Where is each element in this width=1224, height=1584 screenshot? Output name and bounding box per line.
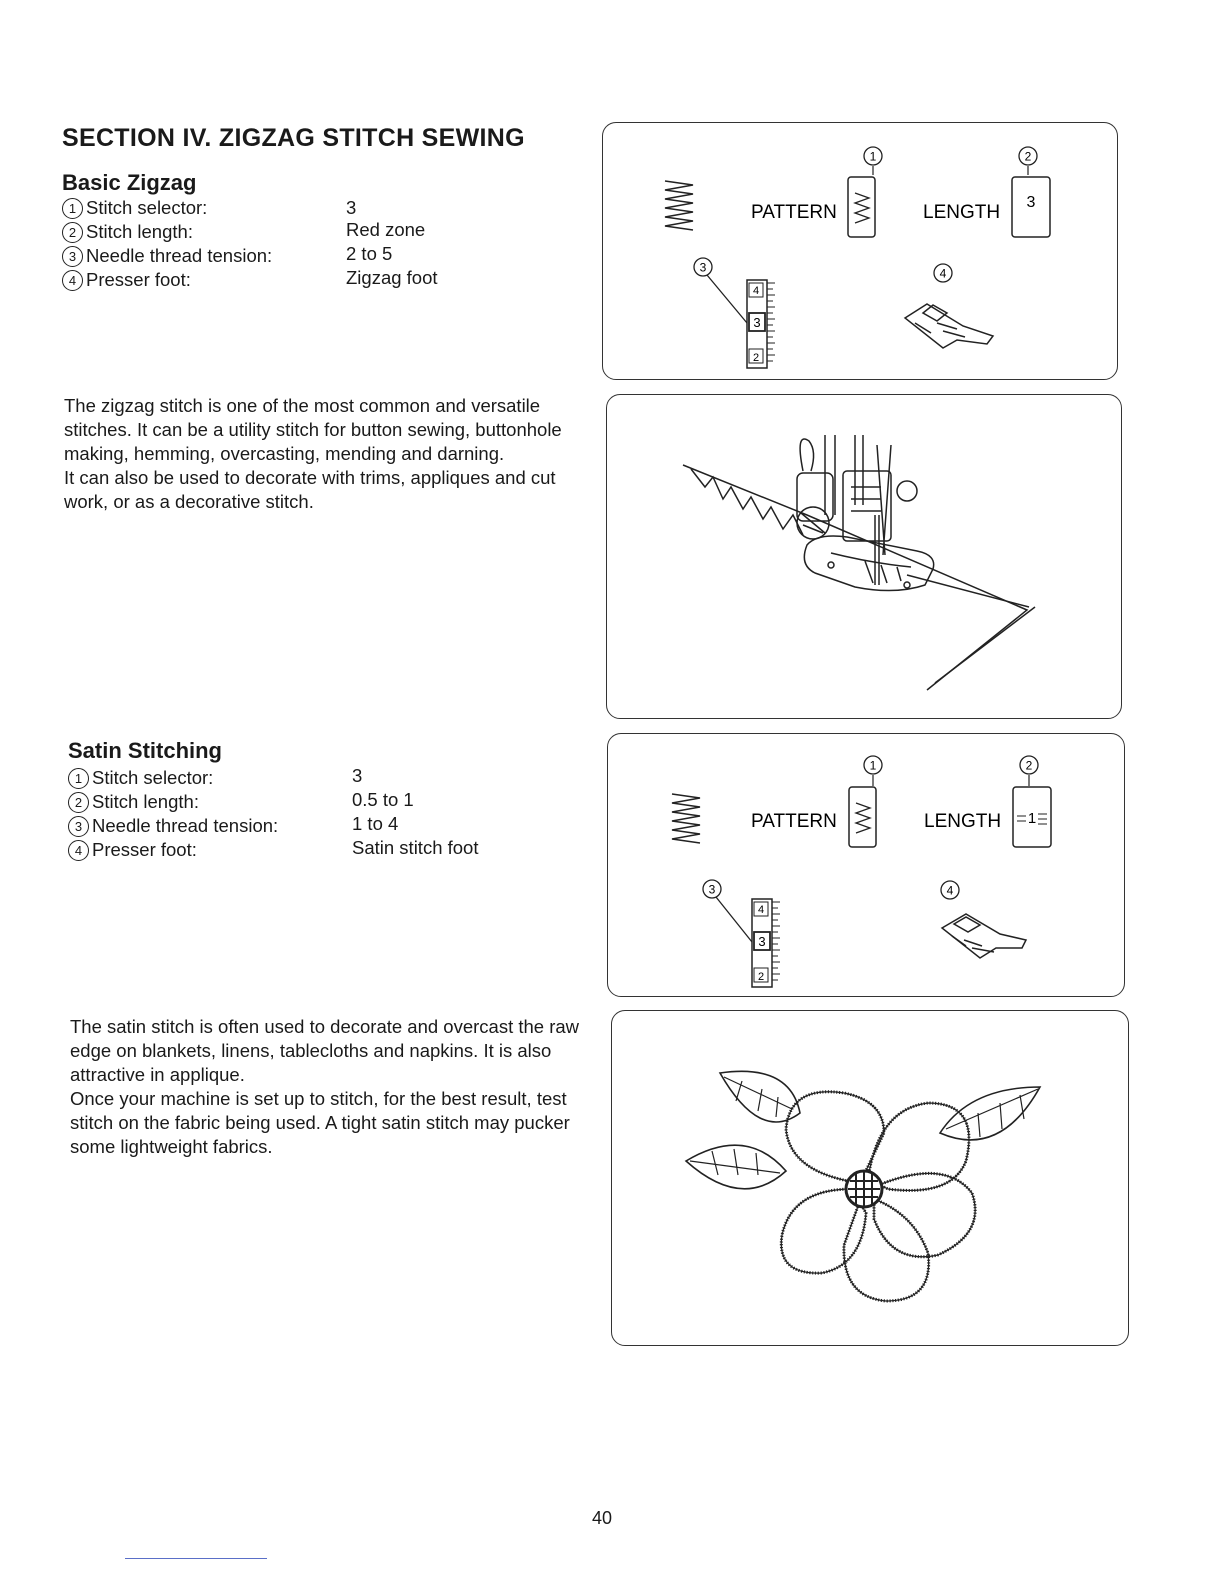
basic-paragraph-1: The zigzag stitch is one of the most common and versatile stitches. It can be a utility stitch for button sewing, buttonhole making, hemming, overcasting, mending and darning. — [64, 395, 562, 464]
satin-paragraph-2: Once your machine is set up to stitch, for the best result, test stitch on the fabric being used. A tight satin stitch may pucker some lightweight fabrics. — [70, 1088, 570, 1157]
basic-description — [64, 394, 584, 514]
callout-2-number: 2 — [1025, 758, 1033, 773]
zigzag-stitch-icon — [665, 181, 693, 230]
zigzag-sewing-panel — [606, 394, 1122, 719]
spec-label: Needle thread tension: — [92, 815, 279, 836]
callout-1-number: 1 — [869, 149, 877, 164]
pattern-window — [849, 787, 876, 847]
spec-label: Stitch length: — [86, 221, 193, 242]
flower-applique-illustration — [612, 1011, 1128, 1345]
callout-4-number: 4 — [939, 266, 947, 281]
zigzag-stitch-icon — [672, 794, 700, 843]
page-number: 40 — [592, 1508, 613, 1528]
spec-label: Stitch selector: — [86, 197, 208, 218]
spec-label: Stitch selector: — [92, 767, 214, 788]
satin-spec-1-value: 3 — [352, 765, 363, 786]
callout-4: 4 — [62, 270, 83, 291]
callout-4-number: 4 — [946, 883, 954, 898]
callout-1: 1 — [62, 198, 83, 219]
basic-settings-diagram — [603, 123, 1117, 379]
zigzag-stitch-line — [691, 469, 803, 535]
flower-center — [846, 1171, 882, 1207]
satin-paragraph-1: The satin stitch is often used to decorate and overcast the raw edge on blankets, linens, tablecloths and napkins. It is also attractive in applique. — [70, 1016, 580, 1085]
callout-2-number: 2 — [1024, 149, 1032, 164]
satin-spec-2-value: 0.5 to 1 — [352, 789, 414, 810]
basic-spec-2-value: Red zone — [346, 219, 426, 240]
presser-lever — [800, 439, 813, 471]
dial-number-3: 3 — [753, 315, 761, 330]
basic-paragraph-2: It can also be used to decorate with trims, appliques and cut work, or as a decorative stitch. — [64, 467, 556, 512]
spec-label: Presser foot: — [86, 269, 191, 290]
satin-stitching-title: Satin Stitching — [68, 738, 222, 763]
length-label: LENGTH — [924, 811, 1002, 832]
basic-spec-3-value: 2 to 5 — [346, 243, 393, 264]
basic-spec-3 — [62, 245, 272, 267]
dial-number-4: 4 — [752, 285, 760, 297]
satin-settings-diagram — [608, 734, 1124, 996]
pattern-window — [848, 177, 875, 237]
zigzag-foot-icon — [905, 304, 993, 348]
length-value: 3 — [1026, 194, 1036, 211]
pattern-zigzag-icon — [856, 803, 870, 833]
basic-spec-1 — [62, 197, 207, 219]
satin-applique-panel — [611, 1010, 1129, 1346]
pattern-zigzag-icon — [855, 193, 869, 223]
spec-label: Stitch length: — [92, 791, 199, 812]
callout-2: 2 — [68, 792, 89, 813]
basic-spec-1-value: 3 — [346, 197, 357, 218]
satin-spec-4 — [68, 839, 197, 861]
dial-number-2: 2 — [752, 352, 760, 364]
length-value: 1 — [1027, 810, 1037, 827]
callout-3-leader — [716, 897, 752, 942]
callout-1: 1 — [68, 768, 89, 789]
callout-3-number: 3 — [708, 882, 716, 897]
tension-dial-icon — [752, 899, 780, 987]
callout-1-number: 1 — [869, 758, 877, 773]
callout-3: 3 — [62, 246, 83, 267]
spec-label: Presser foot: — [92, 839, 197, 860]
callout-3: 3 — [68, 816, 89, 837]
satin-spec-2 — [68, 791, 199, 813]
satin-description — [70, 1015, 580, 1159]
callout-4: 4 — [68, 840, 89, 861]
callout-3-leader — [707, 275, 747, 323]
satin-spec-1 — [68, 767, 213, 789]
satin-spec-4-value: Satin stitch foot — [352, 837, 479, 858]
basic-spec-4 — [62, 269, 191, 291]
satin-stitch-foot-icon — [942, 914, 1026, 958]
fabric-edge-back — [935, 607, 1035, 683]
basic-zigzag-title: Basic Zigzag — [62, 170, 197, 195]
needle — [875, 515, 879, 585]
dial-number-2: 2 — [757, 971, 765, 983]
zigzag-sewing-illustration — [607, 395, 1121, 718]
satin-spec-3 — [68, 815, 278, 837]
pattern-label: PATTERN — [751, 811, 837, 832]
basic-settings-panel — [602, 122, 1118, 380]
pattern-label: PATTERN — [751, 202, 837, 223]
section-title: SECTION IV. ZIGZAG STITCH SEWING — [62, 124, 525, 152]
callout-3-number: 3 — [699, 260, 707, 275]
fabric-fold — [907, 575, 1029, 607]
clamp-screw — [897, 481, 917, 501]
dial-number-4: 4 — [757, 904, 765, 916]
footer-rule — [125, 1558, 267, 1559]
length-label: LENGTH — [923, 202, 1001, 223]
dial-number-3: 3 — [758, 934, 766, 949]
callout-2: 2 — [62, 222, 83, 243]
basic-spec-4-value: Zigzag foot — [346, 267, 438, 288]
foot-sole — [804, 536, 933, 591]
basic-spec-2 — [62, 221, 193, 243]
satin-spec-3-value: 1 to 4 — [352, 813, 399, 834]
tension-dial-icon — [747, 280, 775, 368]
spec-label: Needle thread tension: — [86, 245, 273, 266]
satin-settings-panel — [607, 733, 1125, 997]
